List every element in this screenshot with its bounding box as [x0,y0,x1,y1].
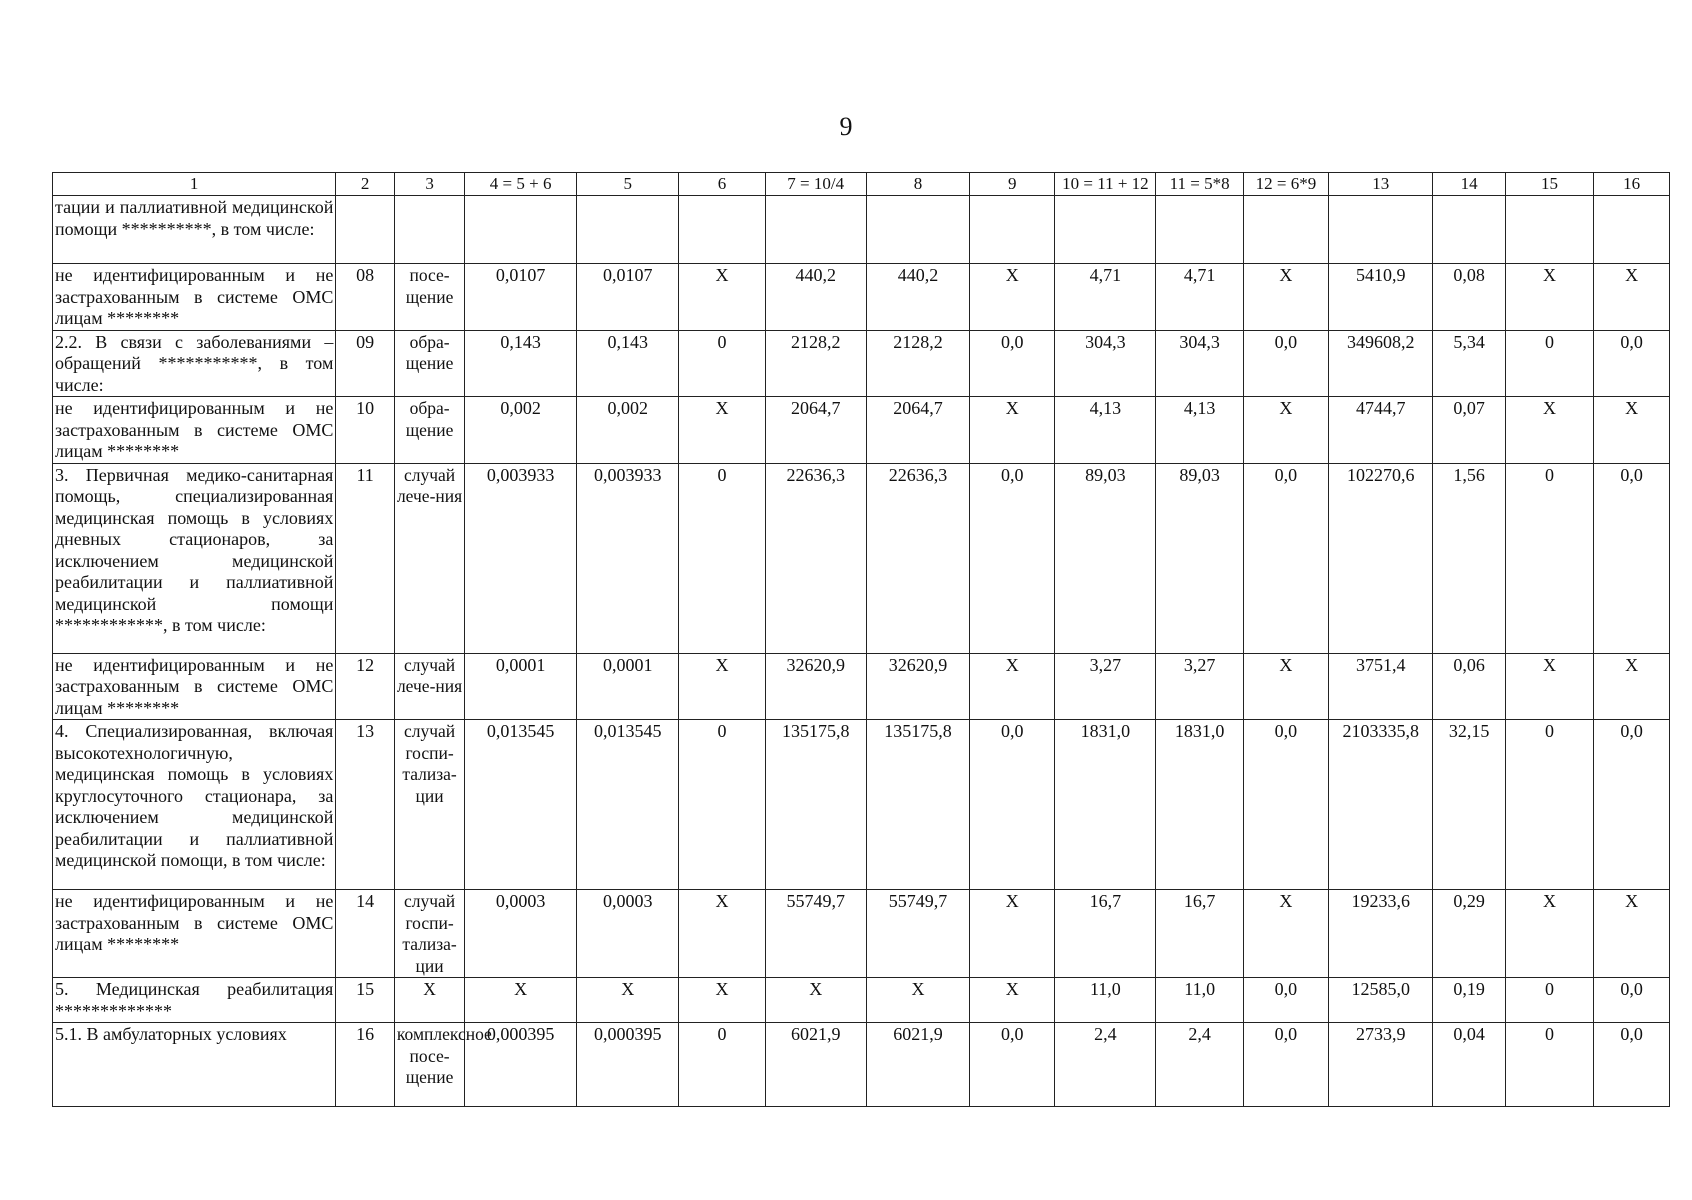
value-cell: X [679,653,765,720]
header-cell: 15 [1505,173,1593,196]
value-cell: 2064,7 [765,397,866,464]
value-cell: 1,56 [1433,463,1505,653]
value-cell: 0 [1505,978,1593,1023]
header-cell: 8 [866,173,969,196]
row-unit-cell: случай госпи-тализа-ции [394,890,464,978]
value-cell: 3,27 [1055,653,1156,720]
table-row [53,720,1670,890]
value-cell: 55749,7 [866,890,969,978]
row-name-cell: тации и паллиативной медицинской помощи **********, в том числе: [53,196,336,264]
row-unit-cell: обра-щение [394,397,464,464]
row-unit-cell [394,196,464,264]
value-cell: 89,03 [1055,463,1156,653]
value-cell [1329,196,1433,264]
value-cell: X [970,653,1055,720]
value-cell: 2128,2 [765,330,866,397]
value-cell: 0,013545 [465,720,577,890]
value-cell: 2,4 [1055,1023,1156,1107]
value-cell: 5,34 [1433,330,1505,397]
value-cell: 135175,8 [866,720,969,890]
value-cell: X [970,890,1055,978]
value-cell: 0,143 [577,330,679,397]
row-code-cell: 12 [336,653,395,720]
header-cell: 3 [394,173,464,196]
value-cell: X [465,978,577,1023]
value-cell: 0,002 [577,397,679,464]
value-cell: 6021,9 [765,1023,866,1107]
value-cell: 3751,4 [1329,653,1433,720]
value-cell [765,196,866,264]
table-row [53,397,1670,464]
header-cell: 5 [577,173,679,196]
value-cell: 0 [1505,330,1593,397]
row-name-cell: не идентифицированным и не застрахованным в системе ОМС лицам ******** [53,264,336,331]
table-row [53,196,1670,264]
value-cell: 0,003933 [465,463,577,653]
table-row [53,1023,1670,1107]
value-cell: X [765,978,866,1023]
value-cell: 0,0 [970,330,1055,397]
value-cell: 89,03 [1156,463,1243,653]
header-cell: 14 [1433,173,1505,196]
value-cell [1505,196,1593,264]
header-cell: 6 [679,173,765,196]
value-cell: 0,0001 [577,653,679,720]
row-unit-cell: случай госпи-тализа-ции [394,720,464,890]
value-cell: 0,0 [1243,330,1328,397]
row-code-cell: 15 [336,978,395,1023]
row-name-cell: 2.2. В связи с заболеваниями – обращений ***********, в том числе: [53,330,336,397]
value-cell: X [1243,264,1328,331]
value-cell: 1831,0 [1156,720,1243,890]
header-cell: 2 [336,173,395,196]
row-code-cell: 16 [336,1023,395,1107]
value-cell [1055,196,1156,264]
header-cell: 9 [970,173,1055,196]
value-cell: 0,06 [1433,653,1505,720]
header-cell: 11 = 5*8 [1156,173,1243,196]
value-cell: 0,003933 [577,463,679,653]
value-cell: 2103335,8 [1329,720,1433,890]
value-cell: X [1594,397,1670,464]
value-cell: 16,7 [1055,890,1156,978]
value-cell: 0,08 [1433,264,1505,331]
value-cell: X [679,978,765,1023]
table-body [53,196,1670,1107]
value-cell: 440,2 [866,264,969,331]
value-cell: X [679,264,765,331]
value-cell: X [679,890,765,978]
value-cell: 0,0 [1594,720,1670,890]
value-cell [1156,196,1243,264]
value-cell: X [1243,397,1328,464]
value-cell: 0,0 [970,1023,1055,1107]
row-name-cell: не идентифицированным и не застрахованным в системе ОМС лицам ******** [53,397,336,464]
value-cell: 0,0 [1243,720,1328,890]
value-cell [866,196,969,264]
value-cell: 22636,3 [765,463,866,653]
value-cell: 2733,9 [1329,1023,1433,1107]
value-cell: 0,0 [1594,330,1670,397]
value-cell: X [577,978,679,1023]
value-cell: X [1505,890,1593,978]
value-cell: X [1594,653,1670,720]
value-cell: X [679,397,765,464]
value-cell: 135175,8 [765,720,866,890]
value-cell: 0 [679,720,765,890]
value-cell [465,196,577,264]
value-cell: 0,19 [1433,978,1505,1023]
header-cell: 10 = 11 + 12 [1055,173,1156,196]
value-cell: 4,13 [1156,397,1243,464]
value-cell: 0 [679,1023,765,1107]
value-cell: 2,4 [1156,1023,1243,1107]
value-cell: 0,0003 [577,890,679,978]
value-cell: 55749,7 [765,890,866,978]
value-cell: 4,13 [1055,397,1156,464]
value-cell: 19233,6 [1329,890,1433,978]
row-name-cell: 5.1. В амбулаторных условиях [53,1023,336,1107]
value-cell: 12585,0 [1329,978,1433,1023]
value-cell: 0,0001 [465,653,577,720]
row-code-cell: 10 [336,397,395,464]
row-name-cell: 5. Медицинская реабилитация ************* [53,978,336,1023]
table-row [53,463,1670,653]
value-cell [1433,196,1505,264]
value-cell: 2128,2 [866,330,969,397]
value-cell: X [1594,890,1670,978]
value-cell: 0,0 [1243,1023,1328,1107]
value-cell: 0,0 [1594,1023,1670,1107]
value-cell: 0,04 [1433,1023,1505,1107]
row-unit-cell: X [394,978,464,1023]
value-cell: 32620,9 [866,653,969,720]
value-cell: 0,07 [1433,397,1505,464]
row-name-cell: 4. Специализированная, включая высокотехнологичную, медицинская помощь в условиях круглосуточного стационара, за исключением медицинской реабилитации и паллиативной медицинской помощи, в том числе: [53,720,336,890]
value-cell: X [1594,264,1670,331]
row-unit-cell: случай лече-ния [394,653,464,720]
value-cell: 0,0107 [465,264,577,331]
row-code-cell: 09 [336,330,395,397]
value-cell: 3,27 [1156,653,1243,720]
table-row [53,653,1670,720]
value-cell: 0,143 [465,330,577,397]
value-cell: 0 [1505,720,1593,890]
value-cell: 0,0107 [577,264,679,331]
value-cell: X [970,397,1055,464]
value-cell: 32,15 [1433,720,1505,890]
value-cell: 0 [1505,463,1593,653]
value-cell: 0,0 [1594,463,1670,653]
value-cell [577,196,679,264]
row-name-cell: не идентифицированным и не застрахованным в системе ОМС лицам ******** [53,653,336,720]
value-cell: X [1243,653,1328,720]
value-cell: 5410,9 [1329,264,1433,331]
value-cell [1243,196,1328,264]
row-unit-cell: посе-щение [394,264,464,331]
value-cell: 0,0 [970,720,1055,890]
row-unit-cell: комплексное посе-щение [394,1023,464,1107]
value-cell [1594,196,1670,264]
value-cell [970,196,1055,264]
value-cell: 349608,2 [1329,330,1433,397]
value-cell: 4,71 [1055,264,1156,331]
value-cell: 0,0 [1243,463,1328,653]
value-cell: 304,3 [1055,330,1156,397]
value-cell: 304,3 [1156,330,1243,397]
page-number: 9 [839,112,853,141]
value-cell: 0,013545 [577,720,679,890]
value-cell: X [1505,264,1593,331]
value-cell: 11,0 [1055,978,1156,1023]
value-cell: X [1243,890,1328,978]
value-cell: 0 [679,463,765,653]
value-cell: 32620,9 [765,653,866,720]
value-cell: X [1505,397,1593,464]
value-cell: 0,0 [970,463,1055,653]
table-row [53,978,1670,1023]
value-cell: 0,0 [1243,978,1328,1023]
table-row [53,264,1670,331]
row-unit-cell: случай лече-ния [394,463,464,653]
value-cell: 4744,7 [1329,397,1433,464]
table-header-row [53,173,1670,196]
row-name-cell: не идентифицированным и не застрахованным в системе ОМС лицам ******** [53,890,336,978]
value-cell: 4,71 [1156,264,1243,331]
value-cell: X [970,978,1055,1023]
value-cell: 102270,6 [1329,463,1433,653]
value-cell: 440,2 [765,264,866,331]
row-unit-cell: обра-щение [394,330,464,397]
row-name-cell: 3. Первичная медико-санитарная помощь, специализированная медицинская помощь в условиях дневных стационаров, за исключением медицинской реабилитации и паллиативной медицинской помощи ************, в том числе: [53,463,336,653]
value-cell: 0 [679,330,765,397]
row-code-cell: 13 [336,720,395,890]
value-cell [679,196,765,264]
table-row [53,330,1670,397]
value-cell: X [970,264,1055,331]
header-cell: 1 [53,173,336,196]
row-code-cell: 08 [336,264,395,331]
value-cell: X [866,978,969,1023]
value-cell: 0,002 [465,397,577,464]
value-cell: X [1505,653,1593,720]
value-cell: 0,000395 [465,1023,577,1107]
header-cell: 4 = 5 + 6 [465,173,577,196]
header-cell: 12 = 6*9 [1243,173,1328,196]
table-row [53,890,1670,978]
value-cell: 0 [1505,1023,1593,1107]
row-code-cell: 11 [336,463,395,653]
row-code-cell: 14 [336,890,395,978]
header-cell: 13 [1329,173,1433,196]
value-cell: 0,0 [1594,978,1670,1023]
row-code-cell [336,196,395,264]
header-cell: 16 [1594,173,1670,196]
data-table [52,172,1670,1107]
value-cell: 16,7 [1156,890,1243,978]
value-cell: 11,0 [1156,978,1243,1023]
value-cell: 0,0003 [465,890,577,978]
value-cell: 1831,0 [1055,720,1156,890]
value-cell: 2064,7 [866,397,969,464]
value-cell: 0,29 [1433,890,1505,978]
value-cell: 6021,9 [866,1023,969,1107]
value-cell: 22636,3 [866,463,969,653]
header-cell: 7 = 10/4 [765,173,866,196]
value-cell: 0,000395 [577,1023,679,1107]
